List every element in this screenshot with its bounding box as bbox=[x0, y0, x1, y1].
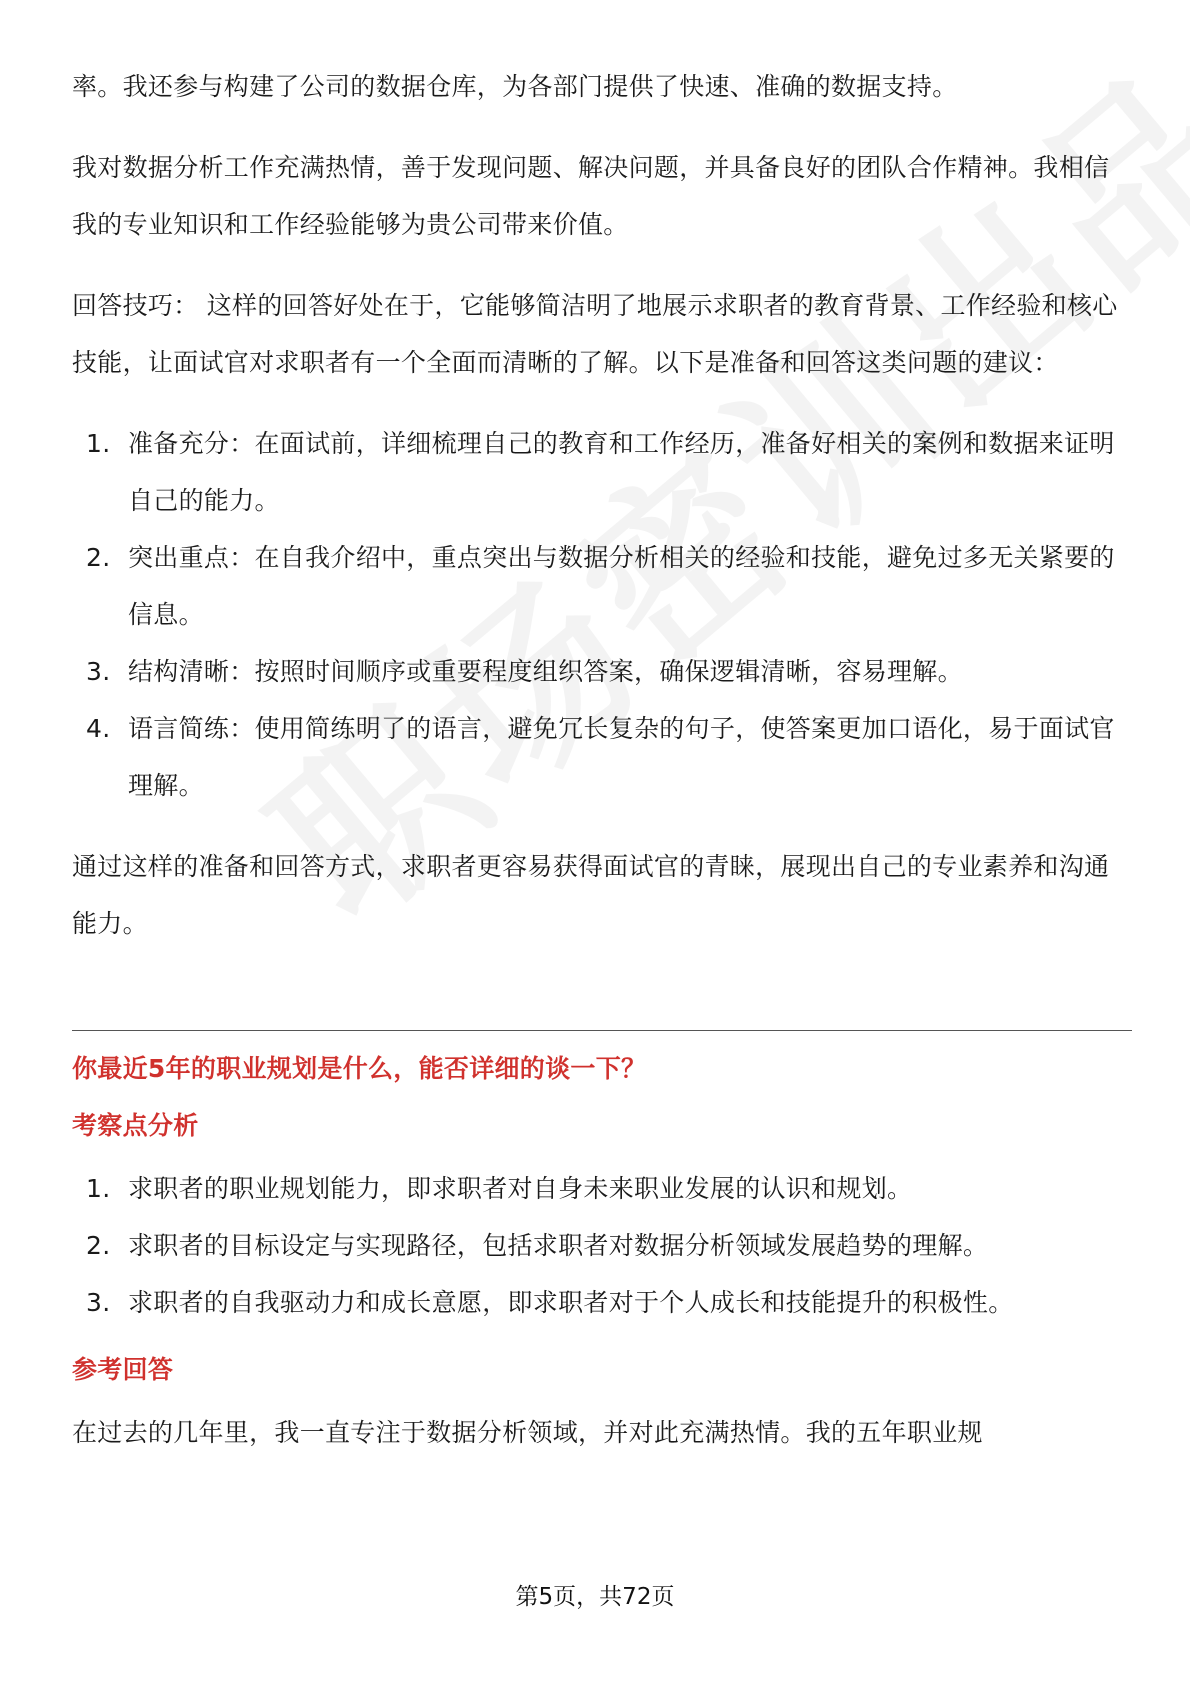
question-section bbox=[72, 1040, 1132, 1461]
page-content bbox=[72, 58, 1132, 952]
answer-heading: 参考回答 bbox=[72, 1355, 174, 1384]
tips-list bbox=[72, 415, 1132, 814]
intro-continuation: 率。我还参与构建了公司的数据仓库，为各部门提供了快速、准确的数据支持。 bbox=[72, 72, 958, 101]
list-item: 3. 结构清晰：按照时间顺序或重要程度组织答案，确保逻辑清晰，容易理解。 bbox=[86, 657, 963, 686]
conclusion-paragraph: 通过这样的准备和回答方式，求职者更容易获得面试官的青睐，展现出自己的专业素养和沟通能力。 bbox=[72, 852, 1110, 938]
analysis-list bbox=[72, 1160, 1132, 1331]
list-item: 2. 突出重点：在自我介绍中，重点突出与数据分析相关的经验和技能，避免过多无关紧要的信息。 bbox=[86, 543, 1115, 629]
tips-intro: 回答技巧： 这样的回答好处在于，它能够简洁明了地展示求职者的教育背景、工作经验和核心技能，让面试官对求职者有一个全面而清晰的了解。以下是准备和回答这类问题的建议： bbox=[72, 291, 1118, 377]
list-item: 3. 求职者的自我驱动力和成长意愿，即求职者对于个人成长和技能提升的积极性。 bbox=[86, 1288, 1014, 1317]
section-divider bbox=[72, 1030, 1132, 1031]
analysis-heading: 考察点分析 bbox=[72, 1111, 199, 1140]
list-item: 4. 语言简练：使用简练明了的语言，避免冗长复杂的句子，使答案更加口语化，易于面试官理解。 bbox=[86, 714, 1115, 800]
list-item: 1. 准备充分：在面试前，详细梳理自己的教育和工作经历，准备好相关的案例和数据来证明自己的能力。 bbox=[86, 429, 1115, 515]
passion-paragraph: 我对数据分析工作充满热情，善于发现问题、解决问题，并具备良好的团队合作精神。我相信我的专业知识和工作经验能够为贵公司带来价值。 bbox=[72, 153, 1110, 239]
answer-paragraph: 在过去的几年里，我一直专注于数据分析领域，并对此充满热情。我的五年职业规 bbox=[72, 1418, 983, 1447]
list-item: 1. 求职者的职业规划能力，即求职者对自身未来职业发展的认识和规划。 bbox=[86, 1174, 913, 1203]
page-footer: 第5页，共72页 bbox=[515, 1584, 675, 1610]
question-heading: 你最近5年的职业规划是什么，能否详细的谈一下？ bbox=[72, 1054, 647, 1083]
list-item: 2. 求职者的目标设定与实现路径，包括求职者对数据分析领域发展趋势的理解。 bbox=[86, 1231, 989, 1260]
